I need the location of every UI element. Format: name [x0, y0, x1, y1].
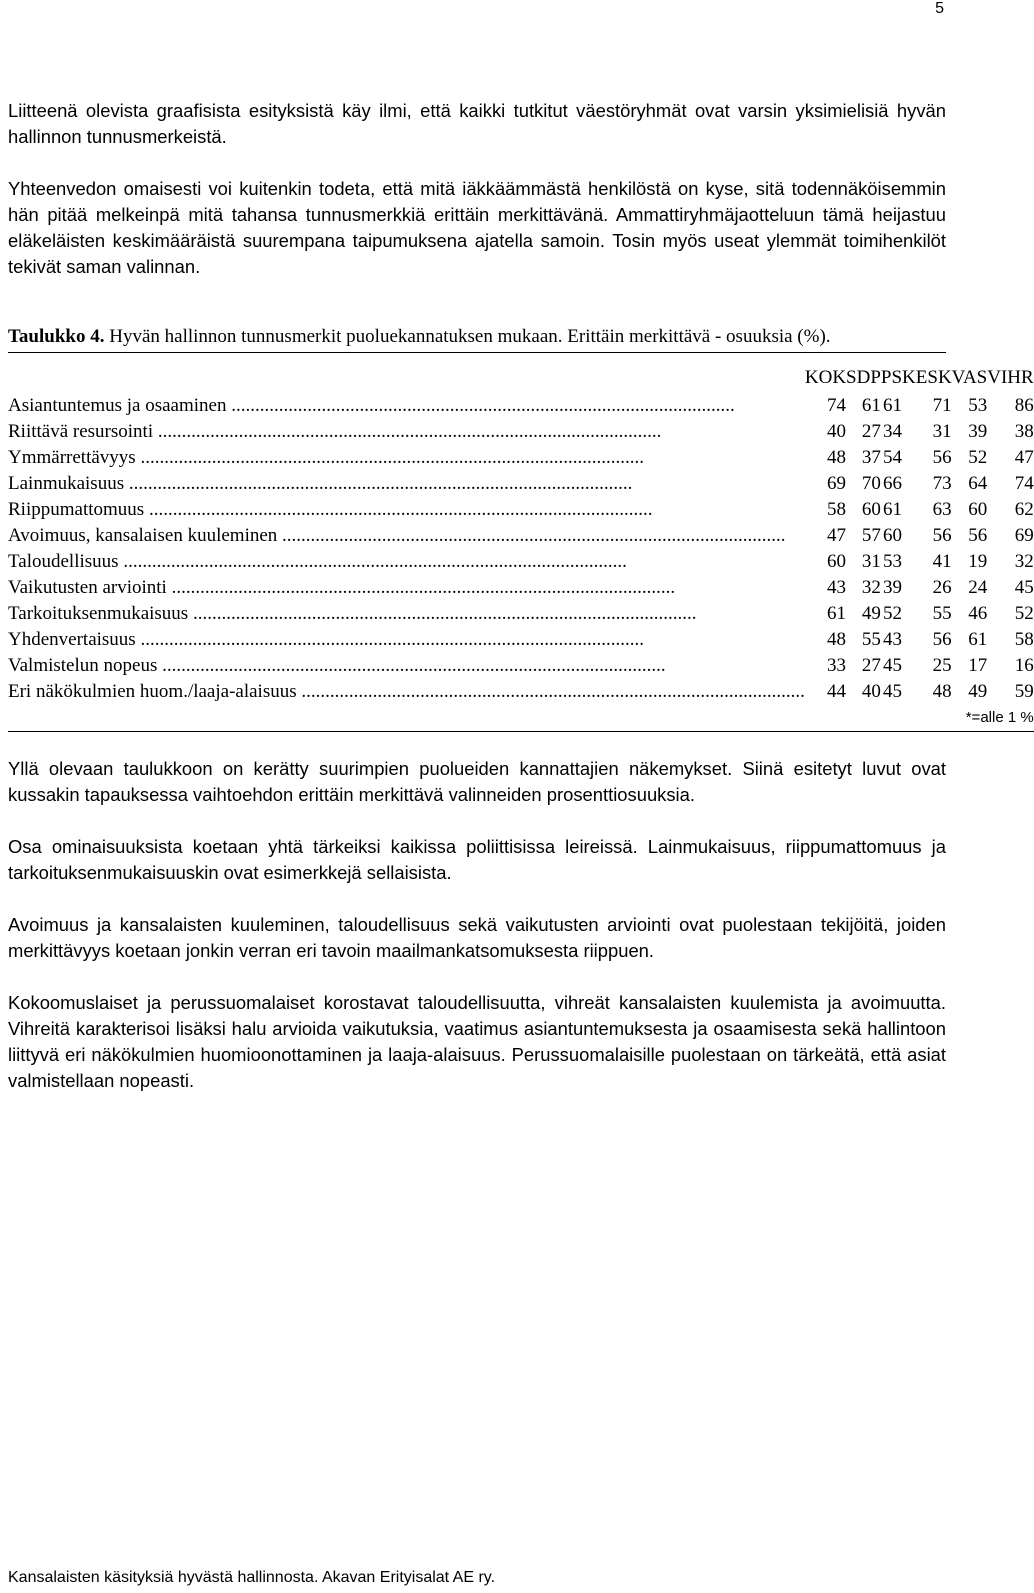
- cell-kesk: 63: [932, 499, 952, 520]
- cell-kok: 60: [827, 551, 847, 572]
- cell-sdp: 57: [861, 525, 881, 546]
- header-vihr: VIHR: [987, 367, 1034, 388]
- row-label: Taloudellisuus .....: [8, 549, 805, 575]
- cell-vihr: 32: [1014, 551, 1034, 572]
- table-caption-label: Taulukko 4.: [8, 326, 105, 347]
- table-row: [8, 393, 1034, 419]
- cell-ps: 43: [883, 629, 903, 650]
- cell-vas: 56: [968, 525, 988, 546]
- cell-vas: 39: [968, 421, 988, 442]
- body-text: [8, 756, 946, 1094]
- cell-kesk: 56: [932, 525, 952, 546]
- cell-kok: 33: [827, 655, 847, 676]
- cell-kok: 43: [827, 577, 847, 598]
- page-footer: Kansalaisten käsityksiä hyvästä hallinnosta. Akavan Erityisalat AE ry.: [8, 1569, 496, 1586]
- cell-ps: 54: [883, 447, 903, 468]
- cell-kesk: 73: [932, 473, 952, 494]
- cell-vihr: 38: [1014, 421, 1034, 442]
- table-row: [8, 549, 1034, 575]
- table-row: [8, 419, 1034, 445]
- cell-kok: 58: [827, 499, 847, 520]
- cell-vihr: 16: [1014, 655, 1034, 676]
- cell-vihr: 69: [1014, 525, 1034, 546]
- header-kok: KOK: [804, 367, 847, 388]
- intro-paragraph-1: Liitteenä olevista graafisista esityksistä käy ilmi, että kaikki tutkitut väestöryhmät ovat varsin yksimielisiä hyvän hallinnon tunnusmerkeistä.: [8, 100, 946, 147]
- row-label: Ymmärrettävyys .....: [8, 445, 805, 471]
- table-row: [8, 471, 1034, 497]
- table-caption-text: Hyvän hallinnon tunnusmerkit puoluekannatuksen mukaan. Erittäin merkittävä - osuuksia (%).: [109, 326, 831, 347]
- cell-kok: 74: [827, 395, 847, 416]
- header-sdp: SDP: [846, 367, 881, 388]
- row-label: Avoimuus, kansalaisen kuuleminen .....: [8, 523, 805, 549]
- row-label: Valmistelun nopeus .....: [8, 653, 805, 679]
- cell-kok: 61: [827, 603, 847, 624]
- cell-kok: 40: [827, 421, 847, 442]
- cell-ps: 61: [883, 395, 903, 416]
- cell-sdp: 37: [861, 447, 881, 468]
- cell-vas: 17: [968, 655, 988, 676]
- row-label: Asiantuntemus ja osaaminen .....: [8, 393, 805, 419]
- cell-sdp: 55: [861, 629, 881, 650]
- cell-kesk: 25: [932, 655, 952, 676]
- cell-vihr: 86: [1014, 395, 1034, 416]
- cell-ps: 34: [883, 421, 903, 442]
- cell-ps: 53: [883, 551, 903, 572]
- cell-vihr: 58: [1014, 629, 1034, 650]
- cell-sdp: 32: [861, 577, 881, 598]
- cell-kok: 47: [827, 525, 847, 546]
- cell-kesk: 55: [932, 603, 952, 624]
- table-row: [8, 445, 1034, 471]
- cell-kok: 48: [827, 447, 847, 468]
- cell-ps: 66: [883, 473, 903, 494]
- party-table: [8, 353, 1034, 732]
- cell-kesk: 31: [932, 421, 952, 442]
- cell-kok: 48: [827, 629, 847, 650]
- cell-vihr: 62: [1014, 499, 1034, 520]
- cell-sdp: 60: [861, 499, 881, 520]
- document-body: [8, 98, 1034, 1120]
- table-row: [8, 627, 1034, 653]
- cell-vas: 49: [968, 681, 988, 702]
- table-row: [8, 575, 1034, 601]
- table-caption: [8, 324, 946, 353]
- cell-vihr: 59: [1014, 681, 1034, 702]
- cell-kok: 44: [827, 681, 847, 702]
- cell-ps: 52: [883, 603, 903, 624]
- row-label: Vaikutusten arviointi .....: [8, 575, 805, 601]
- cell-kesk: 41: [932, 551, 952, 572]
- cell-ps: 39: [883, 577, 903, 598]
- header-label-spacer: [8, 353, 805, 393]
- cell-kesk: 56: [932, 447, 952, 468]
- cell-sdp: 49: [861, 603, 881, 624]
- cell-vihr: 47: [1014, 447, 1034, 468]
- row-label: Tarkoituksenmukaisuus .....: [8, 601, 805, 627]
- cell-sdp: 40: [861, 681, 881, 702]
- intro-paragraph-2: Yhteenvedon omaisesti voi kuitenkin todeta, että mitä iäkkäämmästä henkilöstä on kyse, sitä todennäköisemmin hän pitää melkeinpä mitä tahansa tunnusmerkkiä erittäin merkittävänä. Ammattiryhmäjaotteluun tämä heijastuu eläkeläisten keskimääräistä suurempana taipumuksena ajatella samoin. Tosin myös useat ylemmät toimihenkilöt tekivät saman valinnan.: [8, 178, 946, 277]
- header-kesk: KESK: [902, 367, 952, 388]
- table-row: [8, 523, 1034, 549]
- cell-kok: 69: [827, 473, 847, 494]
- cell-kesk: 26: [932, 577, 952, 598]
- cell-sdp: 70: [861, 473, 881, 494]
- cell-vihr: 52: [1014, 603, 1034, 624]
- row-label: Eri näkökulmien huom./laaja-alaisuus .....: [8, 679, 805, 705]
- body-paragraph-2: Osa ominaisuuksista koetaan yhtä tärkeiksi kaikissa poliittisissa leireissä. Lainmukaisuus, riippumattomuus ja tarkoituksenmukaisuuskin ovat esimerkkejä sellaisista.: [8, 836, 946, 883]
- row-label: Lainmukaisuus .....: [8, 471, 805, 497]
- row-label: Riippumattomuus .....: [8, 497, 805, 523]
- table-row: [8, 679, 1034, 705]
- cell-sdp: 27: [861, 421, 881, 442]
- cell-ps: 61: [883, 499, 903, 520]
- body-paragraph-1: Yllä olevaan taulukkoon on kerätty suurimpien puolueiden kannattajien näkemykset. Siinä esitetyt luvut ovat kussakin tapauksessa vaihtoehdon erittäin merkittävä valinneiden prosenttiosuuksia.: [8, 758, 946, 805]
- cell-kesk: 56: [932, 629, 952, 650]
- cell-sdp: 61: [861, 395, 881, 416]
- cell-sdp: 31: [861, 551, 881, 572]
- cell-ps: 45: [883, 681, 903, 702]
- cell-kesk: 71: [932, 395, 952, 416]
- cell-vas: 52: [968, 447, 988, 468]
- cell-vihr: 74: [1014, 473, 1034, 494]
- cell-vihr: 45: [1014, 577, 1034, 598]
- table-row: [8, 601, 1034, 627]
- cell-kesk: 48: [932, 681, 952, 702]
- cell-vas: 64: [968, 473, 988, 494]
- header-ps: PS: [880, 367, 903, 388]
- row-label: Riittävä resursointi .....: [8, 419, 805, 445]
- cell-ps: 60: [883, 525, 903, 546]
- table-row: [8, 497, 1034, 523]
- cell-vas: 19: [968, 551, 988, 572]
- page-number: 5: [935, 0, 944, 17]
- table-row: [8, 653, 1034, 679]
- cell-sdp: 27: [861, 655, 881, 676]
- cell-vas: 24: [968, 577, 988, 598]
- table-note: *=alle 1 %: [965, 709, 1034, 726]
- cell-ps: 45: [883, 655, 903, 676]
- body-paragraph-4: Kokoomuslaiset ja perussuomalaiset korostavat taloudellisuutta, vihreät kansalaisten kuulemista ja avoimuutta. Vihreitä karakterisoi lisäksi halu arvioida vaikutuksia, vaatimus asiantuntemuksesta ja osaamisesta sekä hallintoon liittyvä eri näkökulmien huomioonottaminen ja laaja-alaisuus. Perussuomalaisille puolestaan on tärkeätä, että asiat valmistellaan nopeasti.: [8, 992, 946, 1091]
- table-header-row: [8, 353, 1034, 393]
- header-vas: VAS: [951, 367, 988, 388]
- body-paragraph-3: Avoimuus ja kansalaisten kuuleminen, taloudellisuus sekä vaikutusten arviointi ovat puolestaan tekijöitä, joiden merkittävyys koetaan jonkin verran eri tavoin maailmankatsomuksesta riippuen.: [8, 914, 946, 961]
- table-note-row: [8, 705, 1034, 732]
- cell-vas: 46: [968, 603, 988, 624]
- cell-vas: 60: [968, 499, 988, 520]
- cell-vas: 53: [968, 395, 988, 416]
- cell-vas: 61: [968, 629, 988, 650]
- row-label: Yhdenvertaisuus .....: [8, 627, 805, 653]
